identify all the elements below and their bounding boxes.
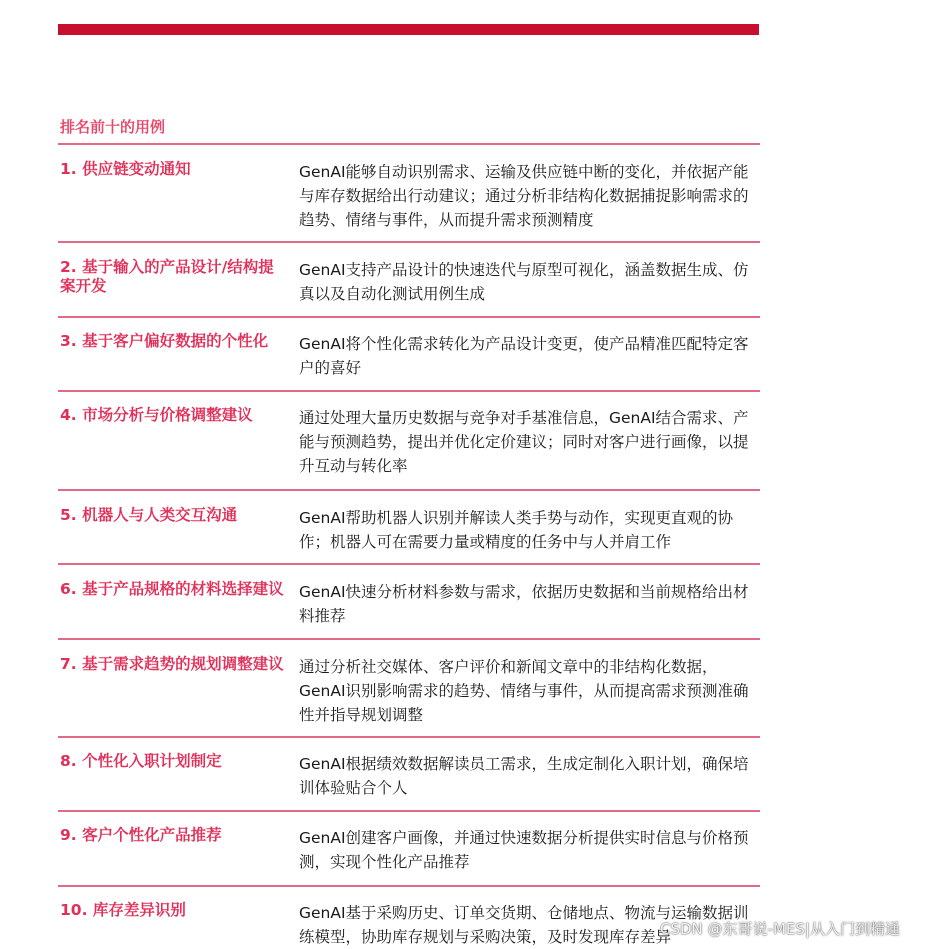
divider [58,316,760,318]
divider [58,489,760,491]
divider [58,241,760,243]
use-case-title: 6. 基于产品规格的材料选择建议 [60,580,284,598]
divider [58,810,760,812]
use-case-title: 10. 库存差异识别 [60,901,186,919]
use-case-description: GenAI帮助机器人识别并解读人类手势与动作，实现更直观的协作；机器人可在需要力量或精度的任务中与人并肩工作 [299,509,734,551]
use-case-title: 2. 基于输入的产品设计/结构提案开发 [60,258,274,295]
section-title: 排名前十的用例 [60,118,166,136]
use-case-title: 5. 机器人与人类交互沟通 [60,506,238,524]
watermark: CSDN @东哥说-MES|从入门到精通 [660,920,900,938]
use-case-description: GenAI创建客户画像，并通过快速数据分析提供实时信息与价格预测，实现个性化产品推荐 [299,829,749,871]
use-case-description: GenAI能够自动识别需求、运输及供应链中断的变化，并依据产能与库存数据给出行动建议；通过分析非结构化数据捕捉影响需求的趋势、情绪与事件，从而提升需求预测精度 [299,163,749,229]
use-case-title: 3. 基于客户偏好数据的个性化 [60,332,269,350]
use-case-title: 1. 供应链变动通知 [60,160,191,178]
use-case-description: GenAI将个性化需求转化为产品设计变更，使产品精准匹配特定客户的喜好 [299,335,749,377]
top-accent-bar [58,24,759,35]
use-case-title: 4. 市场分析与价格调整建议 [60,406,253,424]
divider [58,390,760,392]
divider [58,885,760,887]
use-case-description: GenAI快速分析材料参数与需求，依据历史数据和当前规格给出材料推荐 [299,583,749,625]
use-case-description: GenAI根据绩效数据解读员工需求，生成定制化入职计划，确保培训体验贴合个人 [299,755,749,797]
divider [58,736,760,738]
use-case-title: 7. 基于需求趋势的规划调整建议 [60,655,284,673]
divider [58,638,760,640]
use-case-title: 9. 客户个性化产品推荐 [60,826,222,844]
use-case-description: 通过分析社交媒体、客户评价和新闻文章中的非结构化数据，GenAI识别影响需求的趋势、情绪与事件，从而提高需求预测准确性并指导规划调整 [299,658,749,724]
use-case-description: 通过处理大量历史数据与竞争对手基准信息，GenAI结合需求、产能与预测趋势，提出并优化定价建议；同时对客户进行画像，以提升互动与转化率 [299,409,749,475]
use-case-description: GenAI基于采购历史、订单交货期、仓储地点、物流与运输数据训练模型，协助库存规划与采购决策，及时发现库存差异 [299,904,749,946]
divider [58,563,760,565]
use-case-title: 8. 个性化入职计划制定 [60,752,222,770]
use-case-description: GenAI支持产品设计的快速迭代与原型可视化，涵盖数据生成、仿真以及自动化测试用例生成 [299,261,749,303]
divider [58,143,760,145]
